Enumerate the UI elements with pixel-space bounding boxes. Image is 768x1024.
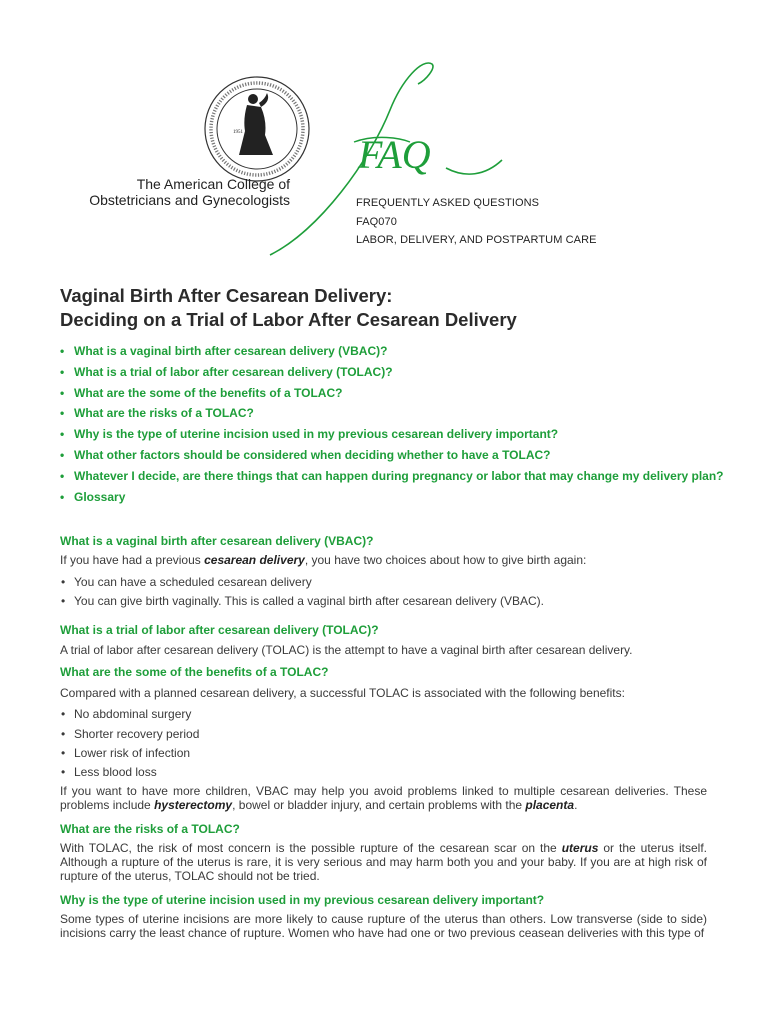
toc-link-incision[interactable]: • Why is the type of uterine incision used in my previous cesarean delivery important? [60,427,559,442]
page-title-line2: Deciding on a Trial of Labor After Cesarean Delivery [60,309,517,330]
list-item: • Less blood loss [61,765,157,779]
list-item: • You can give birth vaginally. This is called a vaginal birth after cesarean delivery (VBAC). [61,594,545,608]
section-paragraph-benefits-more: If you want to have more children, VBAC may help you avoid problems linked to multiple cesarean deliveries. These problems include hysterectomy, bowel or bladder injury, and certain problems with the placenta. [60,784,707,812]
toc-link-tolac[interactable]: • What is a trial of labor after cesarean delivery (TOLAC)? [60,364,393,379]
section-paragraph-benefits: Compared with a planned cesarean delivery, a successful TOLAC is associated with the following benefits: [60,686,625,700]
list-item: • Lower risk of infection [61,746,191,760]
faq-topic: LABOR, DELIVERY, AND POSTPARTUM CARE [356,234,597,246]
list-item: • You can have a scheduled cesarean delivery [61,575,312,589]
toc-link-vbac[interactable]: • What is a vaginal birth after cesarean delivery (VBAC)? [60,344,388,358]
section-heading-tolac: What is a trial of labor after cesarean delivery (TOLAC)? [60,623,379,637]
table-of-contents [60,344,724,510]
section-heading-incision: Why is the type of uterine incision used in my previous cesarean delivery important? [60,893,545,907]
toc-link-benefits[interactable]: • What are the some of the benefits of a TOLAC? [60,385,343,400]
glossary-term-cesarean-delivery[interactable]: cesarean delivery [204,553,305,567]
page-title-line1: Vaginal Birth After Cesarean Delivery: [60,285,393,306]
section-paragraph-incision: Some types of uterine incisions are more likely to cause rupture of the uterus than others. Low transverse (side to side) incisions carry the least chance of rupture. Women who have had one or two previous ceasean deliveries with this type of [60,912,707,940]
section-heading-risks: What are the risks of a TOLAC? [60,822,240,836]
toc-link-delivery-plan[interactable]: • Whatever I decide, are there things that can happen during pregnancy or labor that may change my delivery plan? [60,468,724,483]
org-name-line2: Obstetricians and Gynecologists [89,192,290,208]
glossary-term-uterus[interactable]: uterus [561,841,599,855]
faq-mark: FAQ [358,132,431,177]
toc-link-other-factors[interactable]: • What other factors should be considered when deciding whether to have a TOLAC? [60,447,551,462]
section-paragraph-vbac: If you have had a previous cesarean delivery, you have two choices about how to give birth again: [60,553,587,567]
glossary-term-hysterectomy[interactable]: hysterectomy [154,798,233,812]
section-paragraph-risks: With TOLAC, the risk of most concern is the possible rupture of the cesarean scar on the uterus or the uterus itself. Although a rupture of the uterus is rare, it is very serious and may harm both you and your baby. If you are at high risk of rupture of the uterus, TOLAC should not be tried. [60,841,707,883]
toc-link-risks[interactable]: • What are the risks of a TOLAC? [60,406,254,421]
glossary-term-placenta[interactable]: placenta [525,798,575,812]
seal-year: 1951 [233,130,243,135]
list-item: • Shorter recovery period [61,727,200,741]
faq-category-label: FREQUENTLY ASKED QUESTIONS [356,197,540,209]
faq-number: FAQ070 [356,216,397,228]
toc-link-glossary[interactable]: • Glossary [60,489,126,504]
section-heading-vbac: What is a vaginal birth after cesarean delivery (VBAC)? [60,534,374,548]
org-name-line1: The American College of [136,176,290,192]
section-paragraph-tolac: A trial of labor after cesarean delivery (TOLAC) is the attempt to have a vaginal birth after cesarean delivery. [60,643,633,657]
list-item: • No abdominal surgery [61,707,192,721]
section-heading-benefits: What are the some of the benefits of a TOLAC? [60,665,329,679]
